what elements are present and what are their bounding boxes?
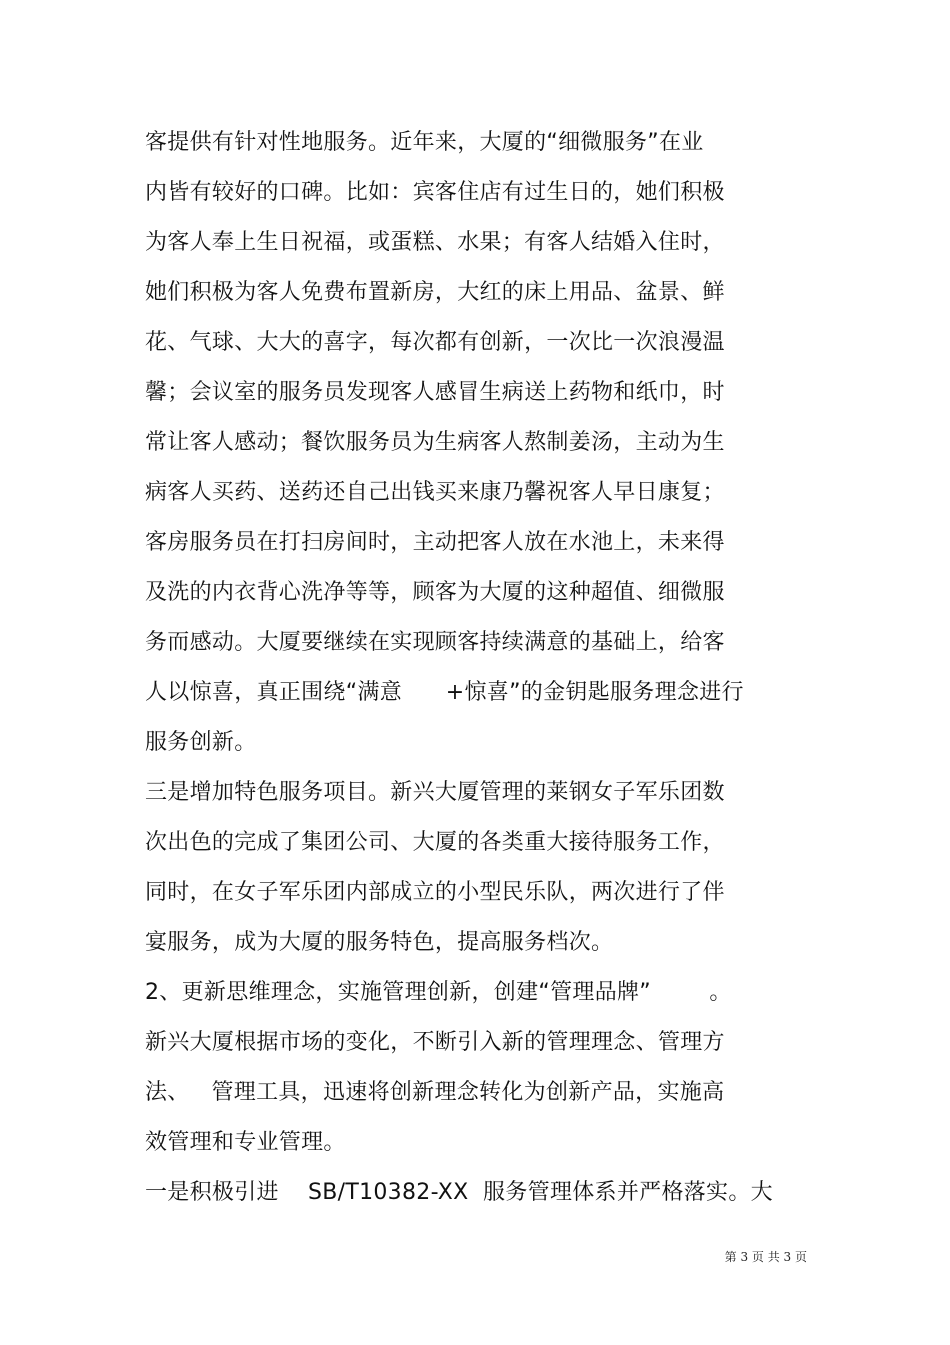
text-line: 人以惊喜，真正围绕“满意 +惊喜”的金钥匙服务理念进行 (145, 680, 744, 705)
text-line: 花、气球、大大的喜字，每次都有创新，一次比一次浪漫温 (145, 330, 725, 355)
text-line: 效管理和专业管理。 (145, 1130, 346, 1155)
text-line: 法、 管理工具，迅速将创新理念转化为创新产品，实施高 (145, 1080, 725, 1105)
text-line: 次出色的完成了集团公司、大厦的各类重大接待服务工作， (145, 830, 725, 855)
text-line: 她们积极为客人免费布置新房，大红的床上用品、盆景、鲜 (145, 280, 725, 305)
text-line: 馨；会议室的服务员发现客人感冒生病送上药物和纸巾，时 (145, 380, 725, 405)
text-line: 新兴大厦根据市场的变化，不断引入新的管理理念、管理方 (145, 1030, 725, 1055)
text-line: 宴服务，成为大厦的服务特色，提高服务档次。 (145, 930, 614, 955)
text-line: 三是增加特色服务项目。新兴大厦管理的莱钢女子军乐团数 (145, 780, 725, 805)
text-line: 常让客人感动；餐饮服务员为生病客人熬制姜汤，主动为生 (145, 430, 725, 455)
body-text (145, 118, 845, 1218)
text-line: 务而感动。大厦要继续在实现顾客持续满意的基础上，给客 (145, 630, 725, 655)
text-line: 同时，在女子军乐团内部成立的小型民乐队，两次进行了伴 (145, 880, 725, 905)
text-line: 病客人买药、送药还自己出钱买来康乃馨祝客人早日康复； (145, 480, 725, 505)
text-line: 内皆有较好的口碑。比如：宾客住店有过生日的，她们积极 (145, 180, 725, 205)
text-line: 服务创新。 (145, 730, 257, 755)
text-line: 客房服务员在打扫房间时，主动把客人放在水池上，未来得 (145, 530, 725, 555)
text-line: 为客人奉上生日祝福，或蛋糕、水果；有客人结婚入住时， (145, 230, 725, 255)
page-number-footer: 第 3 页 共 3 页 (724, 1250, 807, 1264)
text-line: 客提供有针对性地服务。近年来，大厦的“细微服务”在业 (145, 130, 704, 155)
text-line: 一是积极引进 SB/T10382-XX 服务管理体系并严格落实。大 (145, 1180, 773, 1205)
text-line: 及洗的内衣背心洗净等等，顾客为大厦的这种超值、细微服 (145, 580, 725, 605)
text-line: 2、更新思维理念，实施管理创新，创建“管理品牌” 。 (145, 980, 732, 1005)
